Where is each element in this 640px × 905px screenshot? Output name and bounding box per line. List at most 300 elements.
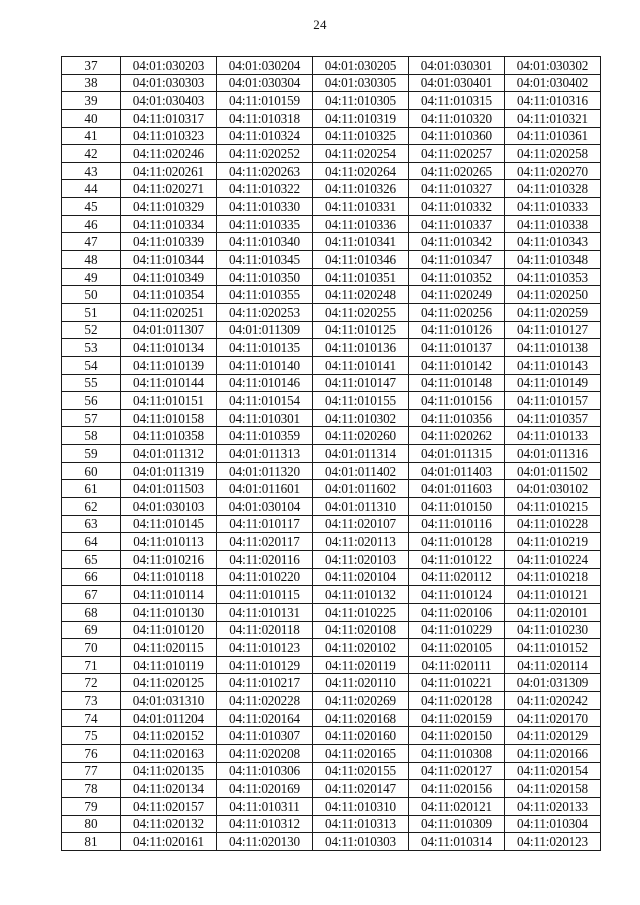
cadastral-code-cell: 04:11:010113 [121, 533, 217, 551]
cadastral-code-cell: 04:11:020253 [217, 303, 313, 321]
cadastral-code-cell: 04:11:010348 [505, 251, 601, 269]
cadastral-code-cell: 04:11:010120 [121, 621, 217, 639]
row-number-cell: 44 [62, 180, 121, 198]
cadastral-code-cell: 04:11:010315 [409, 92, 505, 110]
table-row [62, 356, 601, 374]
cadastral-code-cell: 04:01:011313 [217, 445, 313, 463]
table-row [62, 568, 601, 586]
cadastral-code-cell: 04:11:010219 [505, 533, 601, 551]
cadastral-code-cell: 04:11:010314 [409, 833, 505, 851]
cadastral-code-cell: 04:11:020260 [313, 427, 409, 445]
row-number-cell: 48 [62, 251, 121, 269]
cadastral-code-cell: 04:11:010337 [409, 215, 505, 233]
cadastral-code-cell: 04:11:010138 [505, 339, 601, 357]
table-row [62, 709, 601, 727]
cadastral-code-cell: 04:11:020150 [409, 727, 505, 745]
row-number-cell: 66 [62, 568, 121, 586]
cadastral-code-cell: 04:11:020105 [409, 639, 505, 657]
cadastral-code-cell: 04:11:010131 [217, 603, 313, 621]
cadastral-code-cell: 04:11:010157 [505, 392, 601, 410]
cadastral-code-cell: 04:11:010216 [121, 550, 217, 568]
row-number-cell: 40 [62, 109, 121, 127]
cadastral-code-cell: 04:11:020123 [505, 833, 601, 851]
table-row [62, 833, 601, 851]
table-row [62, 445, 601, 463]
table-row [62, 797, 601, 815]
cadastral-code-cell: 04:01:030204 [217, 57, 313, 75]
cadastral-code-cell: 04:01:030305 [313, 74, 409, 92]
row-number-cell: 61 [62, 480, 121, 498]
cadastral-code-cell: 04:11:020116 [217, 550, 313, 568]
cadastral-code-cell: 04:11:020170 [505, 709, 601, 727]
table-row [62, 586, 601, 604]
cadastral-code-cell: 04:11:010158 [121, 409, 217, 427]
cadastral-code-cell: 04:11:020257 [409, 145, 505, 163]
cadastral-code-cell: 04:11:010217 [217, 674, 313, 692]
cadastral-code-cell: 04:11:010331 [313, 198, 409, 216]
cadastral-code-cell: 04:11:010119 [121, 656, 217, 674]
cadastral-code-cell: 04:11:010301 [217, 409, 313, 427]
table-row [62, 462, 601, 480]
cadastral-code-cell: 04:11:010359 [217, 427, 313, 445]
table-row [62, 621, 601, 639]
cadastral-code-cell: 04:01:030302 [505, 57, 601, 75]
cadastral-code-cell: 04:11:010313 [313, 815, 409, 833]
cadastral-code-cell: 04:11:020166 [505, 744, 601, 762]
cadastral-code-cell: 04:11:010349 [121, 268, 217, 286]
cadastral-code-cell: 04:11:010230 [505, 621, 601, 639]
row-number-cell: 72 [62, 674, 121, 692]
cadastral-code-cell: 04:11:020161 [121, 833, 217, 851]
cadastral-code-cell: 04:11:010135 [217, 339, 313, 357]
cadastral-code-cell: 04:11:020133 [505, 797, 601, 815]
cadastral-code-cell: 04:01:011307 [121, 321, 217, 339]
cadastral-code-cell: 04:11:010148 [409, 374, 505, 392]
cadastral-code-cell: 04:11:010341 [313, 233, 409, 251]
table-row [62, 57, 601, 75]
cadastral-code-cell: 04:11:020118 [217, 621, 313, 639]
row-number-cell: 38 [62, 74, 121, 92]
cadastral-code-cell: 04:01:030102 [505, 480, 601, 498]
cadastral-code-cell: 04:11:010358 [121, 427, 217, 445]
cadastral-code-cell: 04:11:010307 [217, 727, 313, 745]
cadastral-code-cell: 04:11:020106 [409, 603, 505, 621]
cadastral-code-cell: 04:11:010303 [313, 833, 409, 851]
cadastral-code-cell: 04:01:011320 [217, 462, 313, 480]
cadastral-code-cell: 04:11:020154 [505, 762, 601, 780]
cadastral-code-cell: 04:11:010355 [217, 286, 313, 304]
row-number-cell: 46 [62, 215, 121, 233]
cadastral-code-cell: 04:11:010225 [313, 603, 409, 621]
table-row [62, 515, 601, 533]
cadastral-code-cell: 04:01:030402 [505, 74, 601, 92]
row-number-cell: 56 [62, 392, 121, 410]
table-row [62, 127, 601, 145]
cadastral-code-cell: 04:01:011503 [121, 480, 217, 498]
cadastral-code-cell: 04:11:010155 [313, 392, 409, 410]
cadastral-code-cell: 04:01:011403 [409, 462, 505, 480]
row-number-cell: 68 [62, 603, 121, 621]
cadastral-code-cell: 04:11:010224 [505, 550, 601, 568]
table-row [62, 233, 601, 251]
cadastral-code-cell: 04:11:010316 [505, 92, 601, 110]
cadastral-code-cell: 04:11:010152 [505, 639, 601, 657]
table-row [62, 744, 601, 762]
cadastral-code-cell: 04:01:011319 [121, 462, 217, 480]
cadastral-code-cell: 04:11:010334 [121, 215, 217, 233]
cadastral-code-cell: 04:11:010305 [313, 92, 409, 110]
table-row [62, 268, 601, 286]
cadastral-code-cell: 04:11:020208 [217, 744, 313, 762]
cadastral-code-cell: 04:11:020101 [505, 603, 601, 621]
row-number-cell: 37 [62, 57, 121, 75]
cadastral-code-cell: 04:11:020115 [121, 639, 217, 657]
cadastral-code-cell: 04:11:010133 [505, 427, 601, 445]
row-number-cell: 79 [62, 797, 121, 815]
cadastral-code-cell: 04:11:010310 [313, 797, 409, 815]
cadastral-code-cell: 04:01:030103 [121, 498, 217, 516]
cadastral-code-cell: 04:01:011402 [313, 462, 409, 480]
table-row [62, 533, 601, 551]
cadastral-code-cell: 04:01:030304 [217, 74, 313, 92]
cadastral-code-cell: 04:11:020112 [409, 568, 505, 586]
table-row [62, 74, 601, 92]
cadastral-code-cell: 04:01:011310 [313, 498, 409, 516]
cadastral-code-cell: 04:11:010326 [313, 180, 409, 198]
cadastral-code-cell: 04:01:011204 [121, 709, 217, 727]
table-row [62, 162, 601, 180]
row-number-cell: 58 [62, 427, 121, 445]
cadastral-code-cell: 04:01:030401 [409, 74, 505, 92]
cadastral-code-cell: 04:11:010126 [409, 321, 505, 339]
cadastral-code-cell: 04:11:010137 [409, 339, 505, 357]
cadastral-code-cell: 04:11:010318 [217, 109, 313, 127]
cadastral-code-cell: 04:11:010128 [409, 533, 505, 551]
row-number-cell: 75 [62, 727, 121, 745]
cadastral-code-cell: 04:11:010115 [217, 586, 313, 604]
cadastral-code-cell: 04:11:020127 [409, 762, 505, 780]
cadastral-code-cell: 04:11:010321 [505, 109, 601, 127]
cadastral-code-cell: 04:11:020155 [313, 762, 409, 780]
cadastral-code-cell: 04:11:020110 [313, 674, 409, 692]
cadastral-code-cell: 04:11:020129 [505, 727, 601, 745]
table-row [62, 762, 601, 780]
cadastral-code-cell: 04:01:030301 [409, 57, 505, 75]
cadastral-code-cell: 04:11:020159 [409, 709, 505, 727]
cadastral-code-cell: 04:11:020134 [121, 780, 217, 798]
cadastral-code-cell: 04:11:020248 [313, 286, 409, 304]
cadastral-code-cell: 04:11:010330 [217, 198, 313, 216]
row-number-cell: 51 [62, 303, 121, 321]
cadastral-code-cell: 04:11:010143 [505, 356, 601, 374]
table-row [62, 815, 601, 833]
cadastral-code-cell: 04:11:010339 [121, 233, 217, 251]
cadastral-code-cell: 04:11:010114 [121, 586, 217, 604]
cadastral-code-cell: 04:11:010146 [217, 374, 313, 392]
cadastral-table [61, 56, 601, 851]
cadastral-code-cell: 04:11:010361 [505, 127, 601, 145]
cadastral-code-cell: 04:01:011314 [313, 445, 409, 463]
cadastral-code-cell: 04:11:020163 [121, 744, 217, 762]
cadastral-code-cell: 04:11:010335 [217, 215, 313, 233]
cadastral-code-cell: 04:11:010306 [217, 762, 313, 780]
row-number-cell: 67 [62, 586, 121, 604]
cadastral-code-cell: 04:11:020271 [121, 180, 217, 198]
cadastral-code-cell: 04:11:010356 [409, 409, 505, 427]
cadastral-code-cell: 04:11:020270 [505, 162, 601, 180]
cadastral-code-cell: 04:11:010343 [505, 233, 601, 251]
cadastral-code-cell: 04:11:020251 [121, 303, 217, 321]
cadastral-code-cell: 04:11:020255 [313, 303, 409, 321]
cadastral-code-cell: 04:11:010344 [121, 251, 217, 269]
table-row [62, 286, 601, 304]
cadastral-code-cell: 04:11:020152 [121, 727, 217, 745]
row-number-cell: 77 [62, 762, 121, 780]
cadastral-code-cell: 04:11:020158 [505, 780, 601, 798]
cadastral-code-cell: 04:11:020169 [217, 780, 313, 798]
cadastral-code-cell: 04:11:010156 [409, 392, 505, 410]
table-row [62, 409, 601, 427]
cadastral-code-cell: 04:11:010215 [505, 498, 601, 516]
cadastral-code-cell: 04:11:020228 [217, 692, 313, 710]
table-row [62, 480, 601, 498]
cadastral-code-cell: 04:11:010149 [505, 374, 601, 392]
row-number-cell: 57 [62, 409, 121, 427]
row-number-cell: 52 [62, 321, 121, 339]
cadastral-code-cell: 04:11:010122 [409, 550, 505, 568]
table-row [62, 603, 601, 621]
row-number-cell: 73 [62, 692, 121, 710]
cadastral-code-cell: 04:11:020254 [313, 145, 409, 163]
row-number-cell: 71 [62, 656, 121, 674]
cadastral-code-cell: 04:11:010317 [121, 109, 217, 127]
table-row [62, 374, 601, 392]
cadastral-code-cell: 04:11:020160 [313, 727, 409, 745]
cadastral-code-cell: 04:11:020262 [409, 427, 505, 445]
cadastral-code-cell: 04:11:010324 [217, 127, 313, 145]
cadastral-code-cell: 04:11:010332 [409, 198, 505, 216]
table-row [62, 339, 601, 357]
cadastral-code-cell: 04:11:010302 [313, 409, 409, 427]
cadastral-code-cell: 04:11:020256 [409, 303, 505, 321]
cadastral-code-cell: 04:11:020111 [409, 656, 505, 674]
cadastral-code-cell: 04:11:010121 [505, 586, 601, 604]
cadastral-code-cell: 04:11:020121 [409, 797, 505, 815]
cadastral-code-cell: 04:11:010116 [409, 515, 505, 533]
cadastral-code-cell: 04:01:030403 [121, 92, 217, 110]
cadastral-code-cell: 04:11:020147 [313, 780, 409, 798]
cadastral-code-cell: 04:11:010347 [409, 251, 505, 269]
row-number-cell: 74 [62, 709, 121, 727]
cadastral-code-cell: 04:11:010154 [217, 392, 313, 410]
row-number-cell: 76 [62, 744, 121, 762]
cadastral-code-cell: 04:11:010345 [217, 251, 313, 269]
cadastral-code-cell: 04:11:010336 [313, 215, 409, 233]
cadastral-code-cell: 04:11:010124 [409, 586, 505, 604]
row-number-cell: 65 [62, 550, 121, 568]
cadastral-code-cell: 04:11:020258 [505, 145, 601, 163]
cadastral-code-cell: 04:11:020250 [505, 286, 601, 304]
cadastral-code-cell: 04:11:010151 [121, 392, 217, 410]
cadastral-code-cell: 04:11:020135 [121, 762, 217, 780]
cadastral-code-cell: 04:11:010144 [121, 374, 217, 392]
cadastral-code-cell: 04:11:010218 [505, 568, 601, 586]
cadastral-code-cell: 04:11:020242 [505, 692, 601, 710]
row-number-cell: 64 [62, 533, 121, 551]
row-number-cell: 69 [62, 621, 121, 639]
row-number-cell: 42 [62, 145, 121, 163]
cadastral-code-cell: 04:11:010139 [121, 356, 217, 374]
table-row [62, 692, 601, 710]
cadastral-code-cell: 04:11:010132 [313, 586, 409, 604]
cadastral-code-cell: 04:11:020165 [313, 744, 409, 762]
cadastral-code-cell: 04:11:020103 [313, 550, 409, 568]
cadastral-code-cell: 04:11:010327 [409, 180, 505, 198]
cadastral-code-cell: 04:11:010123 [217, 639, 313, 657]
cadastral-code-cell: 04:11:010346 [313, 251, 409, 269]
cadastral-code-cell: 04:01:031310 [121, 692, 217, 710]
cadastral-code-cell: 04:11:010311 [217, 797, 313, 815]
table-row [62, 215, 601, 233]
cadastral-code-cell: 04:11:020261 [121, 162, 217, 180]
cadastral-code-cell: 04:11:010328 [505, 180, 601, 198]
cadastral-code-cell: 04:11:010320 [409, 109, 505, 127]
page-number: 24 [313, 17, 327, 32]
row-number-cell: 47 [62, 233, 121, 251]
table-row [62, 109, 601, 127]
cadastral-code-cell: 04:11:010229 [409, 621, 505, 639]
table-body [62, 57, 601, 851]
cadastral-code-cell: 04:11:010127 [505, 321, 601, 339]
cadastral-code-cell: 04:11:020263 [217, 162, 313, 180]
cadastral-code-cell: 04:11:010134 [121, 339, 217, 357]
cadastral-code-cell: 04:11:020249 [409, 286, 505, 304]
cadastral-code-cell: 04:11:020102 [313, 639, 409, 657]
cadastral-code-cell: 04:11:010312 [217, 815, 313, 833]
cadastral-code-cell: 04:11:020117 [217, 533, 313, 551]
table-row [62, 727, 601, 745]
cadastral-code-cell: 04:11:020157 [121, 797, 217, 815]
cadastral-code-cell: 04:11:020252 [217, 145, 313, 163]
cadastral-code-cell: 04:11:020269 [313, 692, 409, 710]
cadastral-code-cell: 04:11:020156 [409, 780, 505, 798]
row-number-cell: 53 [62, 339, 121, 357]
cadastral-code-cell: 04:11:010319 [313, 109, 409, 127]
cadastral-code-cell: 04:11:020264 [313, 162, 409, 180]
cadastral-code-cell: 04:11:020259 [505, 303, 601, 321]
row-number-cell: 55 [62, 374, 121, 392]
cadastral-code-cell: 04:11:010350 [217, 268, 313, 286]
row-number-cell: 45 [62, 198, 121, 216]
table-row [62, 180, 601, 198]
cadastral-code-cell: 04:11:010338 [505, 215, 601, 233]
cadastral-code-cell: 04:01:011602 [313, 480, 409, 498]
table-row [62, 639, 601, 657]
cadastral-code-cell: 04:01:030203 [121, 57, 217, 75]
cadastral-code-cell: 04:11:010117 [217, 515, 313, 533]
cadastral-code-cell: 04:11:010142 [409, 356, 505, 374]
cadastral-code-cell: 04:11:020246 [121, 145, 217, 163]
cadastral-code-cell: 04:11:010140 [217, 356, 313, 374]
cadastral-code-cell: 04:01:011502 [505, 462, 601, 480]
cadastral-code-cell: 04:11:010360 [409, 127, 505, 145]
table-row [62, 674, 601, 692]
cadastral-code-cell: 04:11:010322 [217, 180, 313, 198]
cadastral-code-cell: 04:11:010221 [409, 674, 505, 692]
cadastral-code-cell: 04:11:020104 [313, 568, 409, 586]
table-row [62, 780, 601, 798]
cadastral-code-cell: 04:11:010145 [121, 515, 217, 533]
table-row [62, 92, 601, 110]
cadastral-code-cell: 04:11:020125 [121, 674, 217, 692]
row-number-cell: 60 [62, 462, 121, 480]
row-number-cell: 50 [62, 286, 121, 304]
cadastral-code-cell: 04:01:011315 [409, 445, 505, 463]
table-row [62, 321, 601, 339]
row-number-cell: 78 [62, 780, 121, 798]
cadastral-code-cell: 04:11:010309 [409, 815, 505, 833]
cadastral-code-cell: 04:11:020114 [505, 656, 601, 674]
cadastral-code-cell: 04:11:020168 [313, 709, 409, 727]
cadastral-code-cell: 04:11:010325 [313, 127, 409, 145]
cadastral-code-cell: 04:11:020113 [313, 533, 409, 551]
cadastral-code-cell: 04:01:011312 [121, 445, 217, 463]
cadastral-code-cell: 04:01:030303 [121, 74, 217, 92]
cadastral-code-cell: 04:01:031309 [505, 674, 601, 692]
row-number-cell: 63 [62, 515, 121, 533]
cadastral-code-cell: 04:01:011316 [505, 445, 601, 463]
cadastral-code-cell: 04:11:010354 [121, 286, 217, 304]
row-number-cell: 81 [62, 833, 121, 851]
row-number-cell: 54 [62, 356, 121, 374]
row-number-cell: 39 [62, 92, 121, 110]
cadastral-code-cell: 04:11:010220 [217, 568, 313, 586]
cadastral-code-cell: 04:11:020265 [409, 162, 505, 180]
cadastral-code-cell: 04:11:020130 [217, 833, 313, 851]
cadastral-code-cell: 04:01:030205 [313, 57, 409, 75]
cadastral-code-cell: 04:11:010329 [121, 198, 217, 216]
row-number-cell: 41 [62, 127, 121, 145]
cadastral-code-cell: 04:01:011309 [217, 321, 313, 339]
cadastral-code-cell: 04:11:010304 [505, 815, 601, 833]
table-row [62, 303, 601, 321]
table-row [62, 498, 601, 516]
row-number-cell: 80 [62, 815, 121, 833]
table-row [62, 427, 601, 445]
cadastral-code-cell: 04:11:010353 [505, 268, 601, 286]
cadastral-code-cell: 04:01:011603 [409, 480, 505, 498]
table-row [62, 145, 601, 163]
cadastral-code-cell: 04:11:010357 [505, 409, 601, 427]
cadastral-code-cell: 04:11:010333 [505, 198, 601, 216]
table-row [62, 392, 601, 410]
cadastral-code-cell: 04:01:030104 [217, 498, 313, 516]
cadastral-code-cell: 04:11:010340 [217, 233, 313, 251]
row-number-cell: 43 [62, 162, 121, 180]
cadastral-code-cell: 04:11:010130 [121, 603, 217, 621]
cadastral-code-cell: 04:11:020128 [409, 692, 505, 710]
row-number-cell: 70 [62, 639, 121, 657]
cadastral-code-cell: 04:11:010129 [217, 656, 313, 674]
cadastral-code-cell: 04:11:010125 [313, 321, 409, 339]
cadastral-code-cell: 04:11:010342 [409, 233, 505, 251]
cadastral-code-cell: 04:11:010352 [409, 268, 505, 286]
cadastral-code-cell: 04:11:010351 [313, 268, 409, 286]
row-number-cell: 62 [62, 498, 121, 516]
cadastral-code-cell: 04:11:010228 [505, 515, 601, 533]
cadastral-code-cell: 04:11:020132 [121, 815, 217, 833]
cadastral-code-cell: 04:11:010159 [217, 92, 313, 110]
